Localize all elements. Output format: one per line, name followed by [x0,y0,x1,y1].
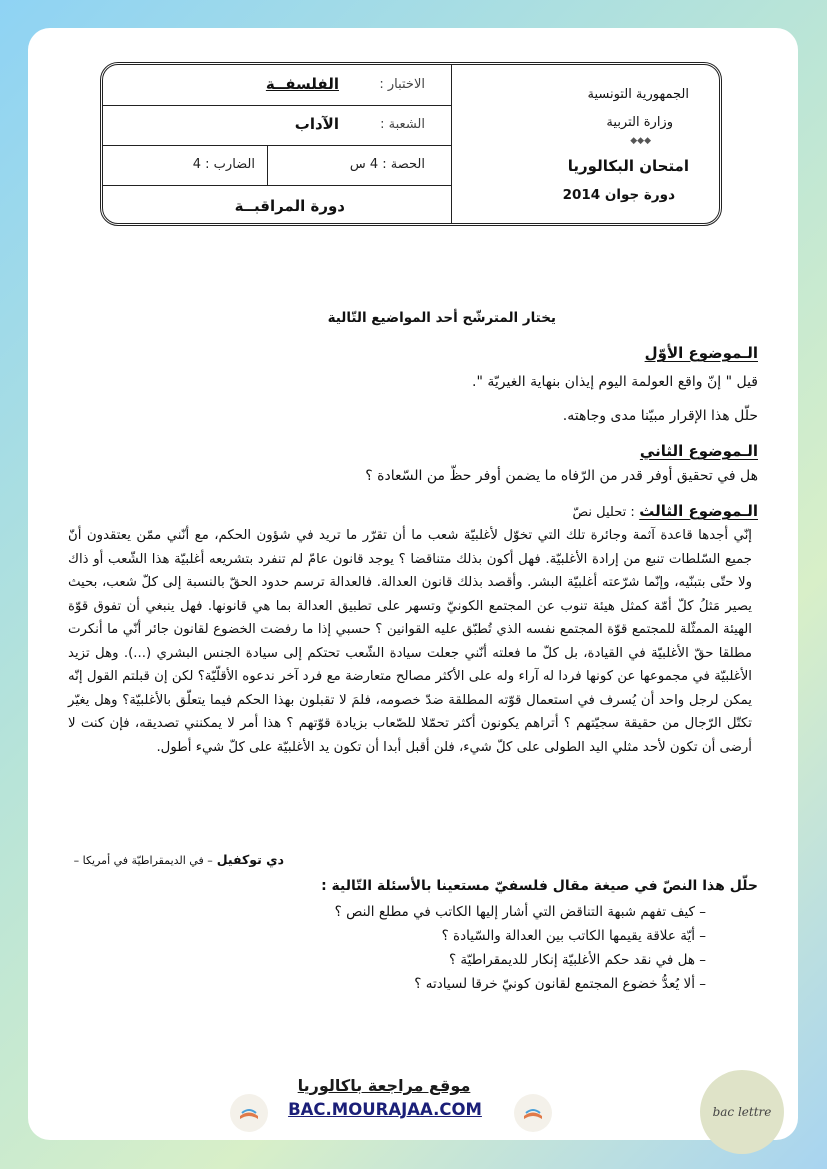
coefficient-label: الضارب : 4 [192,157,255,172]
question-item: – ألا يُعدُّ خضوع المجتمع لقانون كونيّ خرقا لسيادته ؟ [414,976,706,992]
branch-row [103,105,451,146]
header-ministry-block [453,65,719,223]
exam-header [100,62,722,226]
branch-value: الآداب [294,115,339,133]
subject-value: الفلسفــة [265,75,339,93]
topic2-question: هل في تحقيق أوفر قدر من الرّفاه ما يضمن أوفر حظّ من السّعادة ؟ [365,468,758,484]
brand-logo: bac lettre [700,1070,784,1154]
duration-row [103,145,451,186]
topic3-subheading: : تحليل نصّ [572,505,635,520]
site-name-arabic[interactable]: موقع مراجعة باكالوريا [297,1076,471,1095]
instruction: يختار المترشّح أحد المواضيع التّالية [327,310,556,326]
exam-page [28,28,798,1140]
site-logo-right [514,1094,552,1132]
topic2-heading: الـموضوع الثاني [639,442,758,460]
cell-divider [267,145,268,185]
session-type: دورة المراقبــة [234,197,345,215]
topic3-heading: الـموضوع الثالث [639,502,758,520]
topic3-heading-line [572,502,758,520]
subject-row [103,65,451,106]
duration-label: الحصة : 4 س [349,157,425,172]
exam-title: امتحان البكالوريا [567,157,689,175]
subject-label: الاختبار : [379,77,425,92]
ministry-name: وزارة التربية [606,115,673,130]
guiding-questions [335,900,706,996]
question-item: – هل في نقد حكم الأغلبيّة إنكار للديمقراطيّة ؟ [448,952,706,968]
source-title: – في الديمقراطيّة في أمريكا – [73,854,213,867]
question-item: – أيّة علاقة يقيمها الكاتب بين العدالة والسّيادة ؟ [441,928,706,944]
topic1-heading: الـموضوع الأوّل [644,344,758,362]
site-url[interactable]: BAC.MOURAJAA.COM [288,1100,482,1119]
stars-ornament: ◆◆◆ [630,136,651,146]
header-divider [451,65,452,223]
author-name: دي توكفيل [216,852,284,867]
session-date: دورة جوان 2014 [562,187,675,203]
site-logo-left [230,1094,268,1132]
book-icon [230,1094,268,1132]
branch-label: الشعبة : [380,117,425,132]
topic1-quote: قيل " إنّ واقع العولمة اليوم إيذان بنهاية الغيريّة ". [472,374,758,390]
header-exam-info [103,65,451,223]
country-name: الجمهورية التونسية [587,87,689,102]
analysis-task: حلّل هذا النصّ في صيغة مقال فلسفيّ مستعينا بالأسئلة التّالية : [321,878,758,894]
book-icon [514,1094,552,1132]
question-item: – كيف تفهم شبهة التناقض التي أشار إليها الكاتب في مطلع النص ؟ [334,904,706,920]
session-row [103,185,451,225]
topic1-task: حلّل هذا الإقرار مبيّنا مدى وجاهته. [562,408,758,424]
text-passage: إنّي أجدها قاعدة آثمة وجائرة تلك التي تخوّل لأغلبيّة شعب ما أن تقرّر ما تريد في شؤون الحكم، مع أنّني ممّن يعتقدون أنّ جميع السّلطات تنبع من إرادة الأغلبيّة. فهل أكون بذلك متناقضا ؟ يوجد قانون عامّ لم تنفرد بتشريعه أغلبيّة هذا الشّعب أو ذاك ولا حتّى بتبنّيه، وإنّما شرّعته أغلبيّة البشر. وأقصد بذلك قانون العدالة. فالعدالة ترسم حدود الحقّ بالنسبة إلى كلّ شعب، بحيث يصير مَثلُ كلّ أمّة كمثل هيئة تنوب عن المجتمع الكونيّ وتسهر على تطبيق العدالة بما هي قانونها. فهل ينبغي أن تفوق قوّة الهيئة الممثّلة للمجتمع قوّة المجتمع نفسه الذي تُطبّق عليه القوانين ؟ حسبي إذا ما رفضت الخضوع لقانون جائر أنّي ما أنكرت مطلقا حقّ الأغلبيّة في القيادة، بل كلّ ما فعلته أنّني جعلت سيادة الشّعب تحتكم إلى سيادة الجنس البشري (...). وهل تزيد الأغلبيّة في مجموعها عن كونها فردا له آراء وله على الأكثر مصالح متعارضة مع فرد آخر ندعوه الأقلّيّة؟ لكن إن قبلتم القول إنّه يمكن لرجل واحد أن يُسرف في استعمال قوّته المطلقة ضدّ خصومه، فلمَ لا تقبلون بهذا الحكم فيما يتعلّق بالأغلبيّة؟ وهل يغيّر تكتّل الرّجال من حقيقة سجيّتهم ؟ أتراهم يكونون أكثر تحمّلا للصّعاب بزيادة قوّتهم ؟ هذا أمر لا يمكنني تصديقه، فإن كنت لا أرضى أن تكون لأحد مثلي اليد الطولى على كلّ شيء، فلن أقبل أبدا أن تكون يد الأغلبيّة على كلّ شيء أطول. [68,528,752,755]
source-line [74,852,284,867]
